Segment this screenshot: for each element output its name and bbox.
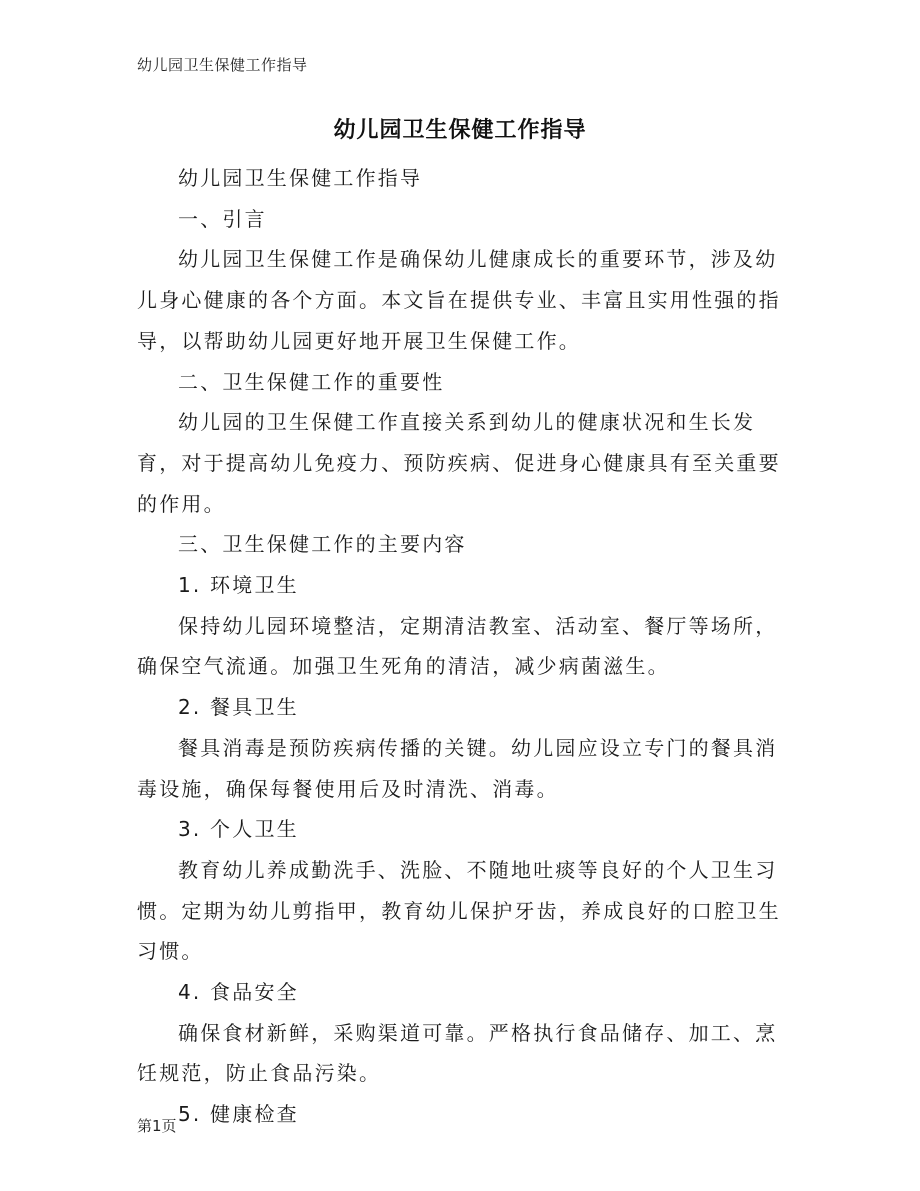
document-title: 幼儿园卫生保健工作指导 [333,118,587,143]
paragraph-personal-hygiene: 教育幼儿养成勤洗手、洗脸、不随地吐痰等良好的个人卫生习惯。定期为幼儿剪指甲，教育幼儿保护牙齿，养成良好的口腔卫生习惯。 [137,857,781,964]
paragraph-food-safety: 确保食材新鲜，采购渠道可靠。严格执行食品储存、加工、烹饪规范，防止食品污染。 [137,1020,778,1086]
paragraph-environment: 保持幼儿园环境整洁，定期清洁教室、活动室、餐厅等场所，确保空气流通。加强卫生死角的清洁，减少病菌滋生。 [137,613,778,679]
item-heading-health-check: 5. 健康检查 [178,1102,299,1127]
section-heading-main-content: 三、卫生保健工作的主要内容 [178,532,467,557]
item-heading-personal-hygiene: 3. 个人卫生 [178,817,299,842]
item-heading-environment: 1. 环境卫生 [178,573,299,598]
item-heading-tableware: 2. 餐具卫生 [178,695,299,720]
section-heading-introduction: 一、引言 [178,206,267,231]
item-heading-food-safety: 4. 食品安全 [178,980,299,1005]
paragraph-importance: 幼儿园的卫生保健工作直接关系到幼儿的健康状况和生长发育，对于提高幼儿免疫力、预防疾病、促进身心健康具有至关重要的作用。 [137,410,781,516]
paragraph-subtitle: 幼儿园卫生保健工作指导 [178,166,423,190]
page-number: 第1页 [137,1117,177,1135]
paragraph-tableware: 餐具消毒是预防疾病传播的关键。幼儿园应设立专门的餐具消毒设施，确保每餐使用后及时清洗、消毒。 [137,735,778,801]
document-body [137,158,787,1135]
section-heading-importance: 二、卫生保健工作的重要性 [178,369,445,394]
paragraph-introduction: 幼儿园卫生保健工作是确保幼儿健康成长的重要环节，涉及幼儿身心健康的各个方面。本文旨在提供专业、丰富且实用性强的指导，以帮助幼儿园更好地开展卫生保健工作。 [137,247,781,353]
page-header: 幼儿园卫生保健工作指导 [137,56,308,74]
